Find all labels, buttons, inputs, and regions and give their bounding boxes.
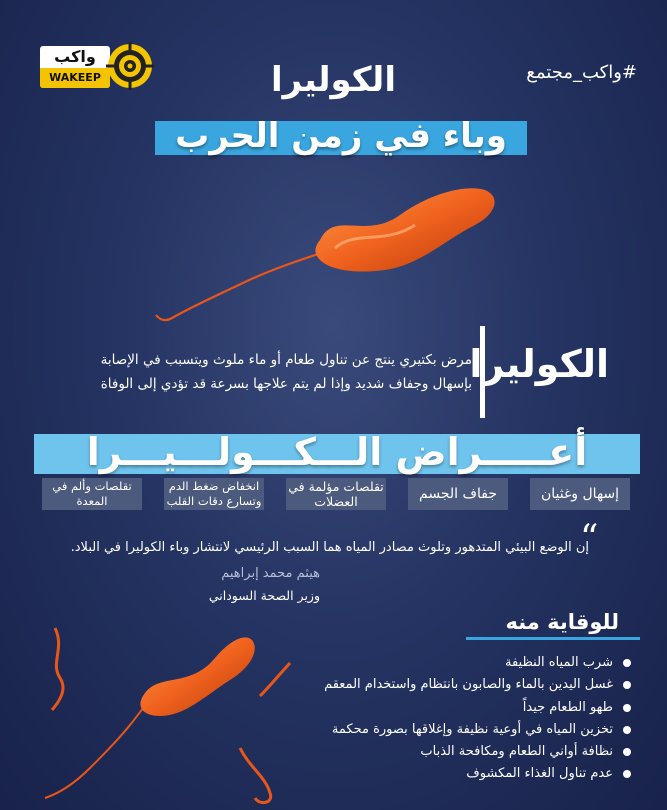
list-item: طهو الطعام جيداً — [301, 697, 631, 719]
cholera-bacterium-illustration — [150, 170, 510, 330]
symptom-dehydration: جفاف الجسم — [408, 478, 508, 510]
definition-title: الكوليرا — [469, 342, 609, 386]
bullet-icon — [623, 704, 631, 712]
bullet-icon — [623, 659, 631, 667]
bullet-icon — [623, 748, 631, 756]
bullet-icon — [623, 681, 631, 689]
list-item: شرب المياه النظيفة — [301, 652, 631, 674]
symptoms-title: أعـــــراض الـــكـــولـــيـــرا — [86, 430, 588, 474]
quote-mark-icon: “ — [580, 518, 599, 559]
symptom-low-blood-pressure: انخفاض ضغط الدم وتسارع دقات القلب — [164, 478, 264, 510]
bullet-icon — [623, 770, 631, 778]
prevention-title: للوقاية منه — [505, 610, 619, 634]
list-item: تخزين المياه في أوعية نظيفة وإغلاقها بصورة محكمة — [301, 719, 631, 741]
list-item: غسل اليدين بالماء والصابون بانتظام واستخدام المعقم — [301, 674, 631, 696]
hashtag: #واكب_مجتمع — [526, 62, 637, 83]
bullet-icon — [623, 726, 631, 734]
bacteria-group-illustration — [30, 618, 300, 808]
definition-text: مرض بكتيري ينتج عن تناول طعام أو ماء ملوث ويتسبب في الإصابة بإسهال وجفاف شديد وإذا لم يتم علاجها بسرعة قد تؤدي إلى الوفاة — [100, 352, 472, 392]
symptom-diarrhea: إسهال وغثيان — [530, 478, 630, 510]
quote-text: إن الوضع البيئي المتدهور وتلوث مصادر المياه هما السبب الرئيسي لانتشار وباء الكوليرا في البلاد. — [70, 540, 589, 555]
quote-author-role: وزير الصحة السوداني — [208, 588, 320, 603]
quote-author: هيثم محمد إبراهيم — [221, 566, 320, 581]
list-item: نظافة أواني الطعام ومكافحة الذباب — [301, 741, 631, 763]
logo-english-text: WAKEEP — [40, 68, 110, 88]
page-subtitle: وباء في زمن الحرب — [175, 116, 507, 156]
prevention-list — [301, 652, 631, 786]
page-title: الكوليرا — [271, 60, 396, 100]
symptom-muscle-cramps: تقلصات مؤلمة في العضلات — [286, 478, 386, 510]
symptom-stomach-cramps: تقلصات وألم في المعدة — [42, 478, 142, 510]
logo-arabic-text: واكب — [54, 47, 96, 66]
list-item: عدم تناول الغذاء المكشوف — [301, 763, 631, 785]
prevention-underline — [466, 637, 640, 640]
